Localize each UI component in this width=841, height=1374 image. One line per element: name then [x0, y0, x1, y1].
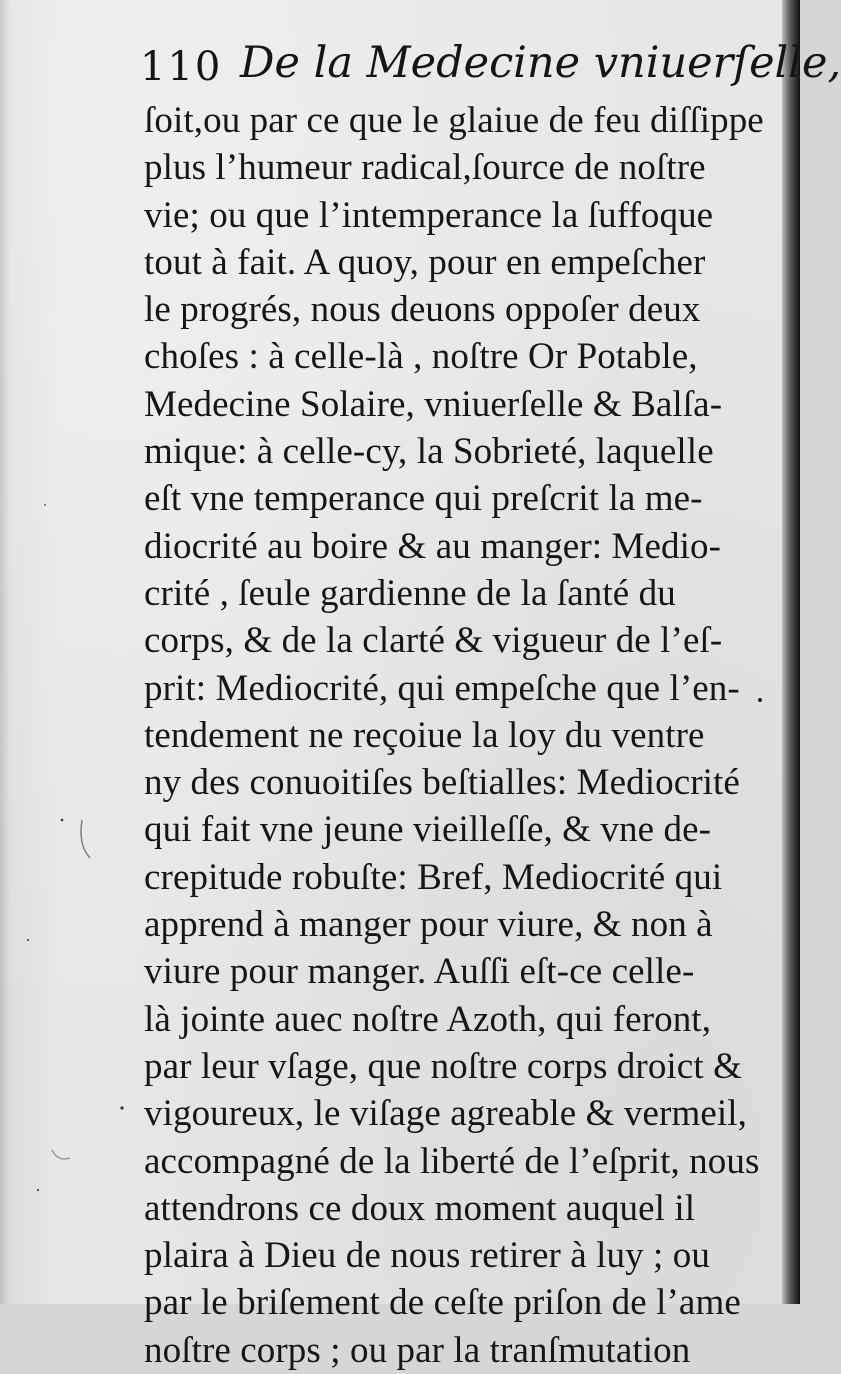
text-line: choſes : à celle-là , noſtre Or Potable,: [144, 336, 698, 378]
text-line: eſt vne temperance qui preſcrit la me-: [144, 478, 703, 520]
text-line: attendrons ce doux moment auquel il: [144, 1187, 696, 1229]
page-header: [140, 28, 841, 98]
text-line: Medecine Solaire, vniuerſelle & Balſa-: [144, 383, 723, 425]
text-line: mique: à celle-cy, la Sobrieté, laquelle: [144, 431, 714, 473]
text-line: tout à fait. A quoy, pour en empeſcher: [144, 241, 706, 283]
text-line: ny des conuoitiſes beſtialles: Mediocrité: [144, 762, 740, 804]
page-binding-edge: [782, 0, 800, 1304]
text-line: plus l’humeur radical,ſource de noſtre: [144, 147, 706, 189]
text-line: par leur vſage, que noſtre corps droict &: [144, 1045, 742, 1087]
text-line: là jointe auec noſtre Azoth, qui feront,: [144, 998, 712, 1040]
text-line: ſoit,ou par ce que le glaiue de feu diſſippe: [144, 100, 764, 141]
text-line: crepitude robuſte: Bref, Mediocrité qui: [144, 856, 723, 898]
text-line: vigoureux, le viſage agreable & vermeil,: [144, 1093, 747, 1135]
text-line: qui fait vne jeune vieilleſſe, & vne de-: [144, 809, 712, 851]
text-line: apprend à manger pour viure, & non à: [144, 904, 713, 946]
text-line: noſtre corps ; ou par la tranſmutation: [144, 1329, 691, 1371]
text-line: corps, & de la clarté & vigueur de l’eſ-: [144, 620, 723, 662]
text-line: plaira à Dieu de nous retirer à luy ; ou: [144, 1235, 710, 1277]
page-number: 110: [140, 44, 223, 90]
text-line: diocrité au boire & au manger: Medio-: [144, 525, 722, 567]
page-left-shadow: [0, 0, 10, 1304]
text-line: crité , ſeule gardienne de la ſanté du: [144, 572, 676, 614]
body-text: [144, 97, 769, 1374]
text-line: par le briſement de ceſte priſon de l’ame: [144, 1282, 741, 1324]
text-line: tendement ne reçoiue la loy du ventre: [144, 714, 705, 756]
text-line: accompagné de la liberté de l’eſprit, nous: [144, 1140, 760, 1182]
text-line: viure pour manger. Auſſi eſt-ce celle-: [144, 951, 695, 993]
text-line: le progrés, nous deuons oppoſer deux: [144, 289, 701, 331]
text-line: vie; ou que l’intemperance la ſuffoque: [144, 194, 714, 236]
text-line: prit: Mediocrité, qui empeſche que l’en-: [144, 667, 740, 709]
running-title: De la Medecine vniuerſelle,: [240, 38, 841, 88]
